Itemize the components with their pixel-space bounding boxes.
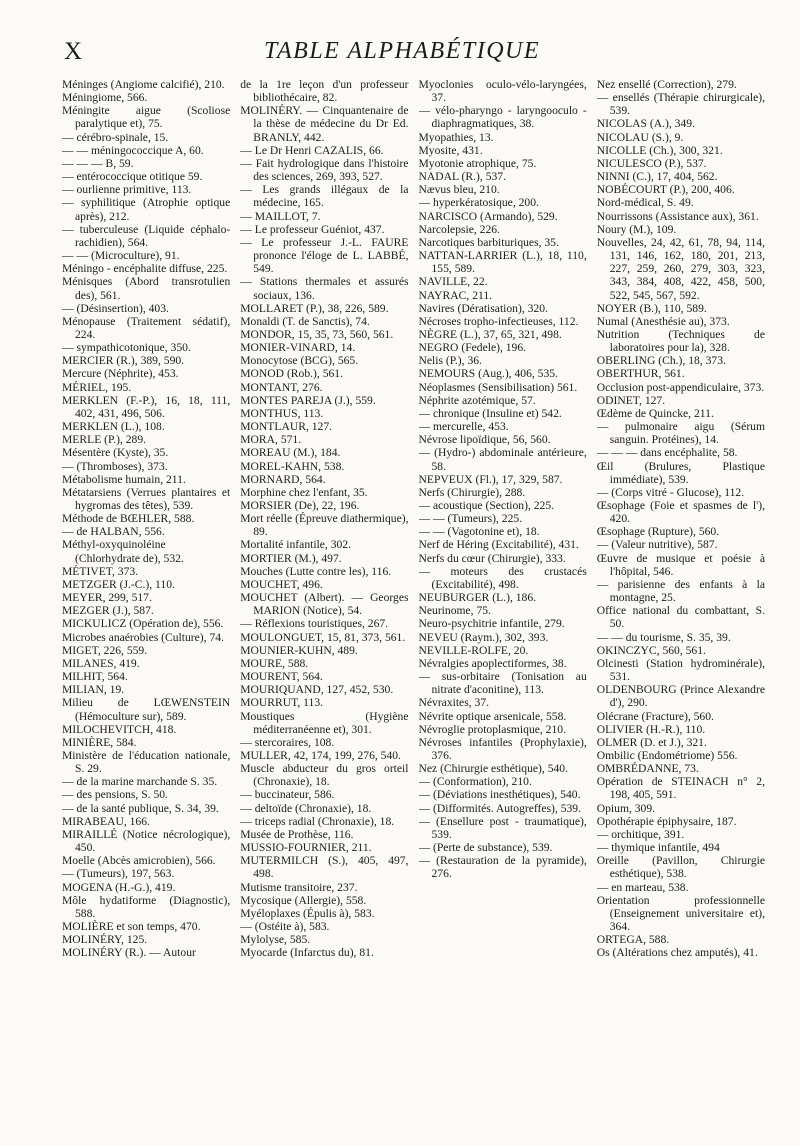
index-entry: NEMOURS (Aug.), 406, 535.	[418, 367, 558, 381]
index-entry: MERCIER (R.), 389, 590.	[62, 354, 185, 368]
index-entry: Mercure (Néphrite), 453.	[62, 367, 179, 381]
index-entry: NEUBURGER (L.), 186.	[418, 591, 537, 605]
index-entry: — thymique infantile, 494	[596, 841, 720, 855]
index-entry: Nécroses tropho-infectieuses, 112.	[418, 314, 579, 328]
index-entry: Mylolyse, 585.	[240, 933, 311, 947]
index-entry: Morphine chez l'enfant, 35.	[240, 485, 368, 499]
index-entry: MORA, 571.	[240, 433, 302, 447]
index-entry: MORSIER (De), 22, 196.	[240, 499, 360, 512]
index-entry: Noury (M.), 109.	[596, 222, 677, 236]
index-entry: — ourlienne primitive, 113.	[62, 183, 192, 197]
index-entry: — — (Microculture), 91.	[62, 249, 180, 263]
index-entry: Numal (Anesthésie au), 373.	[596, 314, 730, 328]
index-entry: MOGENA (H.-G.), 419.	[62, 880, 176, 894]
index-entry: Névrose lipoïdique, 56, 560.	[418, 433, 551, 447]
index-entry: — stercoraires, 108.	[240, 735, 335, 749]
index-entry: Méningiome, 566.	[62, 91, 148, 105]
index-entry: MILIAN, 19.	[62, 683, 125, 697]
index-entry: — (Difformités. Autogreffes), 539.	[418, 801, 581, 815]
index-entry: — — (Tumeurs), 225.	[418, 512, 523, 526]
index-entry: — cérébro-spinale, 15.	[62, 130, 169, 144]
index-entry: ODINET, 127.	[596, 393, 666, 407]
index-entry: NÈGRE (L.), 37, 65, 321, 498.	[418, 327, 562, 341]
index-entry: Œuvre de musique et poésie à l'hôpital, 546.	[596, 551, 765, 578]
index-entry: NICOLAS (A.), 349.	[596, 117, 695, 131]
index-entry: MOUCHET, 496.	[240, 577, 323, 591]
page-number: X	[64, 38, 84, 65]
index-entry: Office national du combattant, S. 50.	[596, 604, 765, 631]
index-entry: MOURRUT, 113.	[240, 696, 324, 710]
index-entry: MUTERMILCH (S.), 405, 497, 498.	[240, 854, 409, 881]
index-entry: Os (Altérations chez amputés), 41.	[596, 946, 758, 960]
index-entry: — (Hydro-) abdominale antérieure, 58.	[418, 446, 587, 473]
index-entry: Musée de Prothèse, 116.	[240, 827, 354, 841]
index-entry: — (Conformation), 210.	[418, 775, 532, 789]
index-column-2	[240, 78, 408, 1128]
index-entry: Occlusion post-appendiculaire, 373.	[596, 380, 765, 394]
index-entry: Nez (Chirurgie esthétique), 540.	[418, 762, 568, 776]
index-entry: METZGER (J.-C.), 110.	[62, 577, 175, 591]
page-header	[64, 38, 740, 72]
index-entry: Moelle (Abcès amicrobien), 566.	[62, 854, 216, 868]
index-column-4	[597, 78, 765, 1128]
index-entry: MOUCHET (Albert). — Georges MARION (Notice), 54.	[240, 591, 409, 618]
index-entry: — de la marine marchande S. 35.	[62, 775, 218, 789]
index-entry: — (Désinsertion), 403.	[62, 301, 169, 315]
index-entry: — — méningococcique A, 60.	[62, 143, 204, 157]
index-entry: Métatarsiens (Verrues plantaires et hygromas des têtes), 539.	[62, 485, 231, 512]
index-entry: OLMER (D. et J.), 321.	[596, 735, 707, 749]
index-entry: Myocarde (Infarctus du), 81.	[240, 946, 374, 960]
index-entry: Mort réelle (Épreuve diathermique), 89.	[240, 512, 409, 539]
index-entry: Muscle abducteur du gros orteil (Chronaxie), 18.	[240, 762, 409, 789]
index-entry: — Réflexions touristiques, 267.	[240, 617, 389, 631]
index-entry: Narcotiques barbituriques, 35.	[418, 235, 559, 249]
index-entry: NINNI (C.), 17, 404, 562.	[596, 170, 718, 184]
index-entry: — entérococcique otitique 59.	[62, 170, 203, 184]
index-entry: Myopathies, 13.	[418, 130, 494, 144]
index-entry: MÉRIEL, 195.	[62, 380, 132, 394]
index-entry: Myotonie atrophique, 75.	[418, 156, 537, 170]
index-entry: Oreille (Pavillon, Chirurgie esthétique), 538.	[596, 854, 765, 881]
index-entry: Ménopause (Traitement sédatif), 224.	[62, 314, 231, 341]
index-entry: OLIVIER (H.-R.), 110.	[596, 722, 706, 736]
index-entry: MOLINÉRY (R.). — Autour	[62, 946, 196, 960]
index-entry: OLDENBOURG (Prince Alexandre d'), 290.	[596, 683, 765, 710]
index-entry: MOLIÈRE et son temps, 470.	[62, 920, 201, 933]
index-entry: MOURIQUAND, 127, 452, 530.	[240, 683, 394, 697]
index-entry: Névroglie protoplasmique, 210.	[418, 722, 566, 736]
index-entry: MILHIT, 564.	[62, 670, 128, 684]
index-entry: MOLINÉRY, 125.	[62, 933, 148, 947]
index-entry: ORTEGA, 588.	[596, 933, 670, 947]
page-title: TABLE ALPHABÉTIQUE	[263, 38, 541, 64]
index-entry: — Stations thermales et assurés sociaux, 136.	[240, 275, 409, 302]
index-entry: — — du tourisme, S. 35, 39.	[596, 630, 731, 644]
index-entry: Méningite aigue (Scoliose paralytique et), 75.	[62, 104, 231, 131]
index-entry: Œsophage (Foie et spasmes de l'), 420.	[596, 499, 765, 526]
index-entry: NICOLAU (S.), 9.	[596, 130, 684, 144]
index-entry: Mutisme transitoire, 237.	[240, 880, 358, 894]
index-entry: Mouches (Lutte contre les), 116.	[240, 564, 392, 578]
index-entry: MONTHUS, 113.	[240, 406, 324, 420]
index-entry: Myéloplaxes (Épulis à), 583.	[240, 906, 375, 920]
index-column-1	[62, 78, 230, 1128]
index-entry: MONDOR, 15, 35, 73, 560, 561.	[240, 327, 394, 341]
index-entry: NEPVEUX (Fl.), 17, 329, 587.	[418, 472, 563, 486]
index-entry: Nerfs du cœur (Chirurgie), 333.	[418, 551, 566, 565]
index-entry: OBERLING (Ch.), 18, 373.	[596, 354, 726, 368]
index-entry: — (Ensellure post - traumatique), 539.	[418, 814, 587, 841]
index-entry: Méningo - encéphalite diffuse, 225.	[62, 262, 228, 276]
index-entry: MULLER, 42, 174, 199, 276, 540.	[240, 748, 401, 762]
index-entry: MERLE (P.), 289.	[62, 433, 147, 447]
index-entry: — parisienne des enfants à la montagne, 25.	[596, 577, 765, 605]
index-entry: — — — dans encéphalite, 58.	[596, 446, 738, 460]
index-entry: MOLINÉRY. — Cinquantenaire de la thèse de médecine du Dr Ed. BRANLY, 442.	[240, 104, 409, 144]
index-entry: — (Tumeurs), 197, 563.	[62, 867, 175, 881]
index-entry: NADAL (R.), 537.	[418, 170, 506, 184]
index-entry: Névroses infantiles (Prophylaxie), 376.	[418, 735, 587, 762]
index-entry: NEVILLE-ROLFE, 20.	[418, 643, 529, 657]
index-entry: MUSSIO-FOURNIER, 211.	[240, 841, 372, 855]
index-entry: Milieu de LŒWENSTEIN (Hémoculture sur), 589.	[62, 696, 231, 723]
index-entry: MILOCHEVITCH, 418.	[62, 722, 177, 736]
index-entry: — vélo-pharyngo - laryngooculo - diaphragmatiques, 38.	[418, 104, 587, 131]
index-entry: Navires (Dératisation), 320.	[418, 301, 548, 315]
index-entry: Névralgies apoplectiformes, 38.	[418, 656, 567, 670]
index-entry: Neurinome, 75.	[418, 604, 491, 618]
index-entry: NICOLLE (Ch.), 300, 321.	[596, 143, 723, 157]
index-entry: Monocytose (BCG), 565.	[240, 354, 359, 368]
index-entry: Nutrition (Techniques de laboratoires pour la), 328.	[596, 327, 765, 355]
index-entry: — (Valeur nutritive), 587.	[596, 538, 718, 552]
index-entry: MONTANT, 276.	[240, 380, 323, 394]
index-entry: Opothérapie épiphysaire, 187.	[596, 814, 737, 828]
index-entry: — Le professeur J.-L. FAURE prononce l'éloge de L. LABBÉ, 549.	[240, 235, 409, 276]
index-entry: — pulmonaire aigu (Sérum sanguin. Protéines), 14.	[596, 420, 765, 447]
index-entry: Môle hydatiforme (Diagnostic), 588.	[62, 893, 231, 920]
index-entry: — buccinateur, 586.	[240, 788, 335, 802]
index-entry: MOLLARET (P.), 38, 226, 589.	[240, 301, 389, 315]
index-entry: OMBRÉDANNE, 73.	[596, 762, 699, 776]
index-entry: — Fait hydrologique dans l'histoire des sciences, 269, 393, 527.	[240, 156, 409, 184]
index-entry: MORTIER (M.), 497.	[240, 551, 342, 565]
index-entry: Nouvelles, 24, 42, 61, 78, 94, 114, 131, 146, 162, 180, 201, 213, 227, 259, 260, 279, 303, 323, 343, 384, 408, 422, 458, 500, 522, 545, 567, 592.	[596, 235, 765, 302]
index-entry: — Le professeur Guéniot, 437.	[240, 222, 385, 236]
index-entry: — — (Vagotonine et), 18.	[418, 525, 540, 539]
index-entry: MOUNIER-KUHN, 489.	[240, 643, 358, 657]
index-entry: Nerf de Héring (Excitabilité), 431.	[418, 538, 579, 552]
index-entry: MERKLEN (F.-P.), 16, 18, 111, 402, 431, 496, 506.	[62, 393, 231, 420]
index-entry: — — — B, 59.	[62, 156, 134, 170]
index-entry: — (Déviations inesthétiques), 540.	[418, 788, 581, 802]
index-entry: Myosite, 431.	[418, 143, 483, 157]
index-entry: Mortalité infantile, 302.	[240, 538, 352, 552]
index-entry: — deltoïde (Chronaxie), 18.	[240, 801, 372, 815]
index-entry: MONTES PAREJA (J.), 559.	[240, 393, 376, 407]
index-entry: — sus-orbitaire (Tonisation au nitrate d'aconitine), 113.	[418, 670, 587, 697]
index-entry: Orientation professionnelle (Enseignement universitaire et), 364.	[596, 893, 765, 933]
index-entry: — syphilitique (Atrophie optique après), 212.	[62, 196, 231, 223]
index-entry: MOREL-KAHN, 538.	[240, 459, 345, 473]
index-entry: NATTAN-LARRIER (L.), 18, 110, 155, 589.	[418, 249, 587, 276]
index-entry: Méthyl-oxyquinoléine (Chlorhydrate de), 532.	[62, 538, 184, 565]
index-entry: — MAILLOT, 7.	[240, 209, 321, 223]
index-entry: Névraxites, 37.	[418, 696, 490, 710]
index-entry: NEGRO (Fedele), 196.	[418, 341, 527, 355]
index-entry: Méthode de BŒHLER, 588.	[62, 512, 195, 526]
index-entry: — Les grands illégaux de la médecine, 165.	[240, 183, 409, 210]
index-column-3	[419, 78, 587, 1128]
index-entry: — moteurs des crustacés (Excitabilité), 498.	[418, 564, 587, 591]
index-entry: NAYRAC, 211.	[418, 288, 493, 302]
index-entry: Opium, 309.	[596, 801, 656, 815]
index-entry: — (Perte de substance), 539.	[418, 841, 553, 855]
index-entry: — hyperkératosique, 200.	[418, 196, 539, 210]
index-entry: NOYER (B.), 110, 589.	[596, 301, 707, 315]
index-entry: — acoustique (Section), 225.	[418, 499, 555, 512]
index-entry: — triceps radial (Chronaxie), 18.	[240, 814, 395, 828]
index-entry: Nerfs (Chirurgie), 288.	[418, 485, 526, 499]
index-entry: MIGET, 226, 559.	[62, 643, 148, 657]
index-entry: — sympathicotonique, 350.	[62, 341, 191, 355]
index-entry: Mycosique (Allergie), 558.	[240, 893, 367, 907]
index-entry: MOURE, 588.	[240, 656, 309, 670]
index-entry: Olécrane (Fracture), 560.	[596, 709, 714, 723]
index-entry: Méninges (Angiome calcifié), 210.	[62, 78, 225, 91]
index-entry: — de la santé publique, S. 34, 39.	[62, 801, 219, 815]
index-entry: — orchitique, 391.	[596, 827, 685, 841]
index-entry: Œdème de Quincke, 211.	[596, 406, 714, 420]
index-entry: — mercurelle, 453.	[418, 420, 509, 434]
index-entry: Moustiques (Hygiène méditerranéenne et), 301.	[240, 709, 409, 736]
index-entry: Ombilic (Endométriome) 556.	[596, 748, 738, 762]
index-entry: — ensellés (Thérapie chirurgicale), 539.	[596, 91, 765, 118]
index-entry: — (Restauration de la pyramide), 276.	[418, 854, 587, 881]
index-entry: Narcolepsie, 226.	[418, 222, 500, 236]
index-entry: MOURENT, 564.	[240, 670, 323, 684]
index-entry: Nævus bleu, 210.	[418, 183, 500, 197]
index-entry: Néphrite azotémique, 57.	[418, 393, 536, 407]
index-entry: Mésentère (Kyste), 35.	[62, 446, 169, 460]
index-entry: NARCISCO (Armando), 529.	[418, 209, 558, 223]
index-entry: OKINCZYC, 560, 561.	[596, 643, 706, 657]
index-entry: MÉTIVET, 373.	[62, 564, 139, 578]
index-entry: Myoclonies oculo-vélo-laryngées, 37.	[418, 78, 587, 105]
index-entry: MIRAILLÉ (Notice nécrologique), 450.	[62, 827, 231, 855]
index-entry: MEZGER (J.), 587.	[62, 604, 154, 618]
index-entry: Néoplasmes (Sensibilisation) 561.	[418, 380, 578, 394]
index-entry: MORNARD, 564.	[240, 472, 326, 486]
index-entry: Ministère de l'éducation nationale, S. 29.	[62, 748, 231, 776]
index-entry: Monaldi (T. de Sanctis), 74.	[240, 314, 370, 328]
index-entry: NEVEU (Raym.), 302, 393.	[418, 630, 549, 644]
index-entry: MOULONGUET, 15, 81, 373, 561.	[240, 630, 406, 644]
index-entry: MONTLAUR, 127.	[240, 420, 333, 434]
index-entry: — de HALBAN, 556.	[62, 525, 165, 539]
index-entry: Nord-médical, S. 49.	[596, 196, 694, 210]
index-entry: Nelis (P.), 36.	[418, 354, 482, 368]
index-entry: Neuro-psychitrie infantile, 279.	[418, 617, 565, 631]
index-columns	[62, 78, 765, 1128]
index-entry: MONOD (Rob.), 561.	[240, 367, 343, 381]
index-entry: — (Thromboses), 373.	[62, 459, 168, 473]
index-entry: NICULESCO (P.), 537.	[596, 156, 707, 170]
index-entry: MERKLEN (L.), 108.	[62, 420, 165, 434]
index-entry: de la 1re leçon d'un professeur bibliothécaire, 82.	[240, 78, 409, 105]
index-entry: Opération de STEINACH n° 2, 198, 405, 591.	[596, 775, 765, 802]
index-entry: NOBÉCOURT (P.), 200, 406.	[596, 183, 735, 197]
index-entry: MICKULICZ (Opération de), 556.	[62, 617, 224, 631]
index-entry: — tuberculeuse (Liquide céphalo-rachidien), 564.	[62, 222, 231, 249]
index-entry: Œsophage (Rupture), 560.	[596, 525, 720, 539]
index-entry: Névrite optique arsenicale, 558.	[418, 709, 567, 723]
index-entry: Microbes anaérobies (Culture), 74.	[62, 630, 224, 644]
index-entry: OBERTHUR, 561.	[596, 367, 685, 381]
index-entry: MINIÈRE, 584.	[62, 735, 137, 749]
index-entry: MIRABEAU, 166.	[62, 814, 150, 828]
index-entry: Nourrissons (Assistance aux), 361.	[596, 209, 759, 223]
index-entry: — chronique (Insuline et) 542.	[418, 406, 562, 420]
index-entry: Nez ensellé (Correction), 279.	[596, 78, 737, 91]
index-entry: Ménisques (Abord transrotulien des), 561.	[62, 275, 231, 302]
index-entry: — (Corps vitré - Glucose), 112.	[596, 485, 745, 499]
index-entry: NAVILLE, 22.	[418, 275, 488, 289]
index-entry: MOREAU (M.), 184.	[240, 446, 341, 460]
index-entry: MILANES, 419.	[62, 656, 140, 670]
index-entry: Œil (Brulures, Plastique immédiate), 539.	[596, 459, 765, 486]
index-entry: — (Ostéite à), 583.	[240, 920, 330, 933]
index-entry: — des pensions, S. 50.	[62, 788, 168, 802]
index-entry: Olcinesti (Station hydrominérale), 531.	[596, 656, 765, 684]
index-entry: Métabolisme humain, 211.	[62, 472, 186, 486]
index-entry: MEYER, 299, 517.	[62, 591, 152, 605]
index-entry: — Le Dr Henri CAZALIS, 66.	[240, 143, 384, 157]
index-entry: — en marteau, 538.	[596, 880, 689, 894]
index-entry: MONIER-VINARD, 14.	[240, 341, 356, 355]
